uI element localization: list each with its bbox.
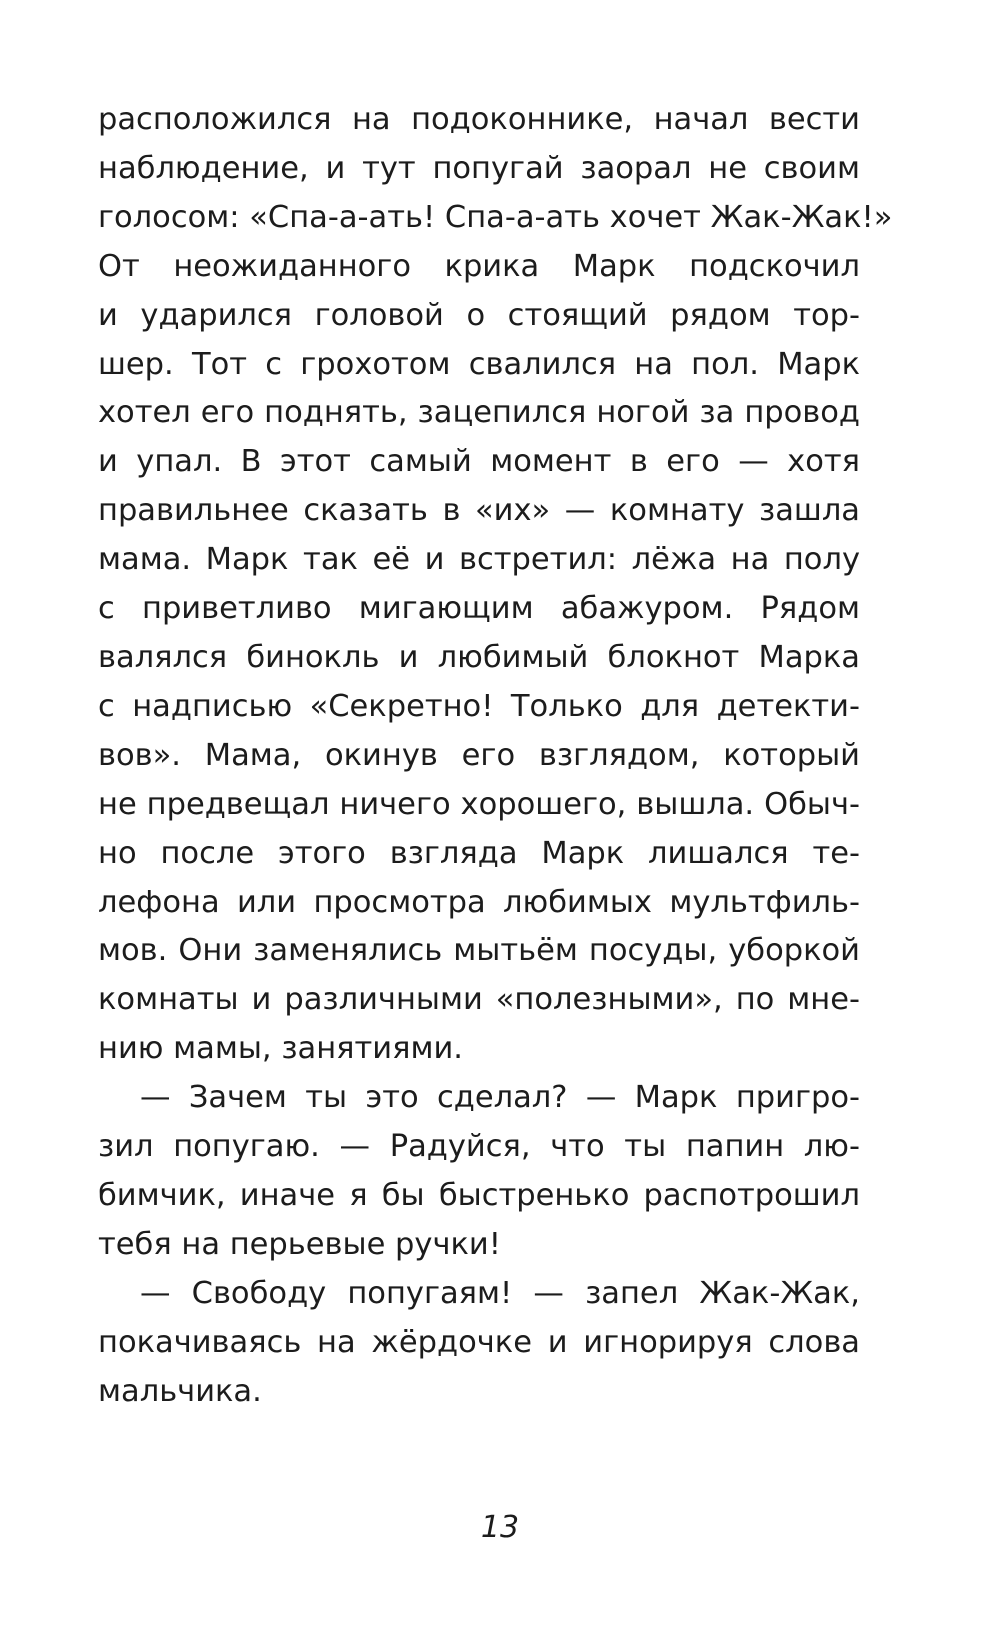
text-line: валялся бинокль и любимый блокнот Марка bbox=[98, 639, 860, 675]
text-line: наблюдение, и тут попугай заорал не своим bbox=[98, 150, 860, 186]
text-line: и ударился головой о стоящий рядом тор- bbox=[98, 297, 860, 333]
text-line: хотел его поднять, зацепился ногой за провод bbox=[98, 395, 860, 431]
text-line: голосом: «Спа-а-ать! Спа-а-ать хочет Жак-Жак!» bbox=[98, 199, 893, 235]
text-line: с надписью «Секретно! Только для детекти- bbox=[98, 688, 860, 724]
text-line: — Зачем ты это сделал? — Марк пригро- bbox=[140, 1080, 860, 1116]
text-line: вов». Мама, окинув его взглядом, который bbox=[98, 737, 860, 773]
text-line: бимчик, иначе я бы быстренько распотрошил bbox=[98, 1177, 860, 1213]
text-line: шер. Тот с грохотом свалился на пол. Марк bbox=[98, 346, 860, 382]
text-line: мов. Они заменялись мытьём посуды, уборкой bbox=[98, 933, 860, 969]
text-line: правильнее сказать в «их» — комнату зашла bbox=[98, 493, 860, 529]
text-line: мальчика. bbox=[98, 1373, 262, 1409]
page-number: 13 bbox=[480, 1510, 520, 1545]
paragraph-2 bbox=[98, 1074, 860, 1270]
body-text bbox=[98, 96, 893, 1416]
text-line: — Свободу попугаям! — запел Жак-Жак, bbox=[140, 1275, 860, 1311]
text-line: с приветливо мигающим абажуром. Рядом bbox=[98, 591, 860, 627]
paragraph-3 bbox=[98, 1270, 860, 1417]
text-line: зил попугаю. — Радуйся, что ты папин лю- bbox=[98, 1129, 860, 1165]
text-line: мама. Марк так её и встретил: лёжа на полу bbox=[98, 542, 860, 578]
text-line: лефона или просмотра любимых мультфиль- bbox=[98, 884, 860, 920]
text-line: но после этого взгляда Марк лишался те- bbox=[98, 835, 860, 871]
text-line: и упал. В этот самый момент в его — хотя bbox=[98, 444, 860, 480]
text-line: расположился на подоконнике, начал вести bbox=[98, 102, 860, 137]
paragraph-1 bbox=[98, 96, 893, 1074]
text-line: тебя на перьевые ручки! bbox=[98, 1226, 501, 1262]
text-line: От неожиданного крика Марк подскочил bbox=[98, 248, 860, 284]
text-line: нию мамы, занятиями. bbox=[98, 1031, 463, 1067]
text-line: покачиваясь на жёрдочке и игнорируя слова bbox=[98, 1324, 860, 1360]
text-line: комнаты и различными «полезными», по мне- bbox=[98, 982, 860, 1018]
text-line: не предвещал ничего хорошего, вышла. Обыч- bbox=[98, 786, 860, 822]
